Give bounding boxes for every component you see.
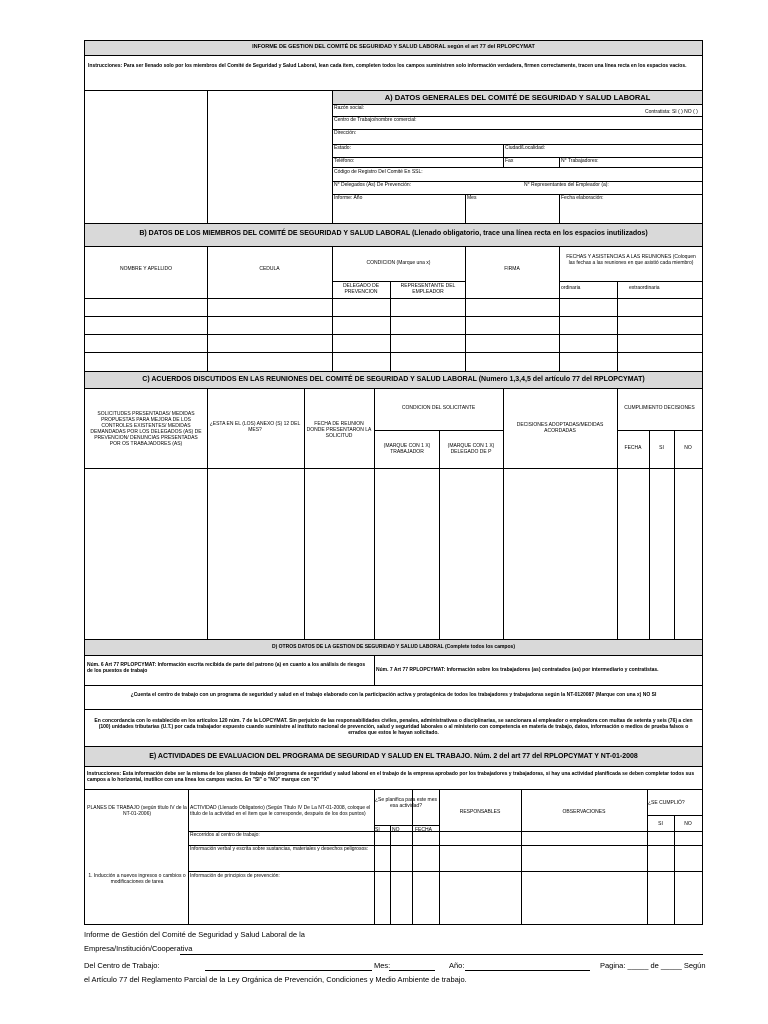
col-responsables: RESPONSABLES	[459, 809, 501, 815]
principios-label: Información de principios de prevención:	[190, 873, 280, 879]
fecha-elaboracion-label: Fecha elaboración:	[561, 195, 604, 201]
footer-line-2: Empresa/Institución/Cooperativa	[84, 944, 193, 953]
section-e-instructions: Instrucciones: Esta información debe ser la misma de los planes de trabajo del programa de seguridad y salud laboral en el trabajo de la empresa aprobado por los trabajadores y trabajadoras, si hay una actividad planificada se deben completar todos sus campos a lo horizontal, inutilice con una línea los campos vacíos. En "SI" o "NO" marque con "X"	[87, 771, 695, 783]
section-e-title: E) ACTIVIDADES DE EVALUACION DEL PROGRAMA DE SEGURIDAD Y SALUD EN EL TRABAJO. Núm. 2 del art 77 del RPLOPCYMAT Y NT-01-2008	[149, 753, 638, 760]
info-verbal-label: Información verbal y escrita sobre sustancias, materiales y desechos peligrosos:	[190, 846, 369, 852]
col-planifica: ¿Se planifica para este mes esa actividad?	[375, 797, 437, 809]
section-c-title: C) ACUERDOS DISCUTIDOS EN LAS REUNIONES DEL COMITÉ DE SEGURIDAD Y SALUD LABORAL (Numero 1,3,4,5 del artículo 77 del RPLOPCYMAT)	[142, 376, 645, 383]
delegados-label: N° Delegados (As) De Prevención:	[334, 182, 412, 188]
centro-trabajo-label: Centro de Trabajo/nombre comercial:	[334, 117, 417, 123]
col-cedula: CEDULA	[259, 266, 280, 272]
col-planes-trabajo: PLANES DE TRABAJO (según título IV de la NT-01-2006)	[87, 805, 187, 817]
footer-line-1: Informe de Gestión del Comité de Seguridad y Salud Laboral de la	[84, 930, 305, 939]
programa-question: ¿Cuenta el centro de trabajo con un programa de seguridad y salud en el trabajo elaborado con la participación activa y protagónica de todos los trabajadores y trabajadoras según la NT-0120087 (Marque con una x) NO SI	[130, 692, 657, 698]
section-a-title: A) DATOS GENERALES DEL COMITÉ DE SEGURIDAD Y SALUD LABORAL	[384, 93, 651, 102]
col-cumplimiento: CUMPLIMIENTO DECISIONES	[624, 405, 695, 411]
representantes-label: N° Representantes del Empleador (a):	[524, 182, 609, 188]
footer-centro-label: Del Centro de Trabajo:	[84, 961, 160, 970]
col-solicitudes: SOLICITUDES PRESENTADAS/ MEDIDAS PROPUESTAS PARA MEJORA DE LOS CONTROLES EXISTENTES/ MEDIDAS DEMANDADAS POR LOS DELEGADOS (AS) DE PREVENCION/ DENUNCIAS PRESENTADAS POR OS TRABAJADORES (AS)	[90, 411, 202, 447]
contratista-label: Contratista: SI ( ) NO ( )	[645, 109, 698, 115]
induccion-label: 1. Inducción a nuevos ingresos o cambios o modificaciones de tarea	[88, 873, 186, 885]
col-planifica-no: NO	[392, 827, 400, 833]
telefono-label: Teléfono:	[334, 158, 355, 164]
footer-mes-label: Mes:	[374, 961, 391, 970]
col-representante: REPRESENTANTE DEL EMPLEADOR	[400, 283, 456, 295]
col-marque-delegado: (MARQUE CON 1 X) DELEGADO DE P	[447, 443, 495, 455]
footer-pagina-label: Pagina: _____ de _____ Según	[600, 961, 706, 970]
col-cumplio-si: SI	[658, 821, 663, 827]
col-firma: FIRMA	[504, 266, 520, 272]
col-observaciones: OBSERVACIONES	[562, 809, 606, 815]
ciudad-label: Ciudad/Localidad:	[505, 145, 546, 151]
num6-text: Núm. 6 Art 77 RPLOPCYMAT: Información escrita recibida de parte del patrono (a) en cuanto a los análisis de riesgos de los puestos de trabajo	[87, 662, 366, 674]
report-form	[84, 40, 703, 925]
col-condicion-solicitante: CONDICION DEL SOLICITANTE	[401, 405, 476, 411]
recorridos-label: Recorridos al centro de trabajo:	[190, 832, 260, 838]
footer-line-4: el Artículo 77 del Reglamento Parcial de la Ley Orgánica de Prevención, Condiciones y Medio Ambiente de trabajo.	[84, 975, 467, 984]
col-si: SI	[659, 445, 664, 451]
col-planifica-si: SI	[375, 827, 380, 833]
col-no: NO	[684, 445, 692, 451]
mes-label: Mes	[467, 195, 477, 201]
fax-label: Fax	[505, 158, 514, 164]
razon-social-label: Razón social:	[334, 105, 365, 111]
form-instructions: Instrucciones: Para ser llenado solo por los miembros del Comité de Seguridad y Salud Laboral, lean cada ítem, completen todos los campos suministren solo información verdadera, firmen correctamente, tracen una línea recta en los espacios vacíos.	[88, 63, 687, 69]
col-condicion: CONDICION (Marque una x)	[366, 260, 431, 266]
ano-field[interactable]	[465, 970, 590, 971]
num7-text: Núm. 7 Art 77 RPLOPCYMAT: Información sobre los trabajadores (as) contratados (as) por intermediario y contratistas.	[376, 667, 659, 673]
col-actividad: ACTIVIDAD (Llenado Obligatorio) (Según Título IV De La NT-01-2008, coloque el título de la actividad en el ítem que le corresponde, después de los dos puntos)	[190, 805, 371, 817]
mes-field[interactable]	[389, 970, 435, 971]
codigo-registro-label: Código de Registro Del Comité En SSL:	[334, 169, 423, 175]
footer-ano-label: Año:	[449, 961, 465, 970]
col-anexo: ¿ESTA EN EL (LOS) ANEXO (S) 12 DEL MES?	[209, 421, 301, 433]
direccion-label: Dirección:	[334, 130, 357, 136]
col-fecha: FECHA	[624, 445, 642, 451]
col-cumplio-no: NO	[684, 821, 692, 827]
col-delegado-prevencion: DELEGADO DE PREVENCION	[342, 283, 380, 295]
col-decisiones: DECISIONES ADOPTADAS/MEDIDAS ACORDADAS	[516, 422, 604, 434]
col-fechas-asistencias: FECHAS Y ASISTENCIAS A LAS REUNIONES (Coloquen las fechas a las reuniones en que asistió cada miembro)	[566, 254, 696, 266]
col-ordinaria: ordinaria	[561, 285, 581, 291]
form-title: INFORME DE GESTION DEL COMITÉ DE SEGURIDAD Y SALUD LABORAL según el art 77 del RPLOPCYMAT	[252, 44, 535, 50]
informe-ano-label: Informe: Año	[334, 195, 363, 201]
col-marque-trabajador: (MARQUE CON 1 X) TRABAJADOR	[383, 443, 431, 455]
col-fecha-reunion: FECHA DE REUNION DONDE PRESENTARON LA SOLICITUD	[306, 421, 372, 439]
col-extraordinaria: extraordinaria	[629, 285, 660, 291]
trabajadores-label: N° Trabajadores:	[561, 158, 599, 164]
centro-field[interactable]	[205, 970, 372, 971]
section-d-title: D) OTROS DATOS DE LA GESTION DE SEGURIDAD Y SALUD LABORAL (Complete todos los campos)	[272, 644, 515, 650]
sanction-note: En concordancia con lo establecido en los artículos 120 núm. 7 de la LOPCYMAT. Sin perjuicio de las responsabilidades civiles, penales, administrativas o disciplinarias, se sancionara al empleador o empleadora con multas de setenta y seis (76) a cien (100) unidades tributarias (U.T.) por cada trabajador expuesto cuando suministre al instituto nacional de prevención, salud y seguridad laborales o al ministerio con competencia en materia de trabajo, datos, información o medios de prueba falsos o errados que estos le hayan solicitado.	[94, 718, 693, 736]
section-b-title: B) DATOS DE LOS MIEMBROS DEL COMITÉ DE SEGURIDAD Y SALUD LABORAL (Llenado obligatorio, trace una línea recta en los espacios inutilizados)	[139, 230, 648, 237]
col-nombre-apellido: NOMBRE Y APELLIDO	[119, 266, 173, 272]
estado-label: Estado:	[334, 145, 351, 151]
col-planifica-fecha: FECHA	[415, 827, 432, 833]
col-se-cumplio: ¿SE CUMPLIÓ?	[648, 800, 685, 806]
